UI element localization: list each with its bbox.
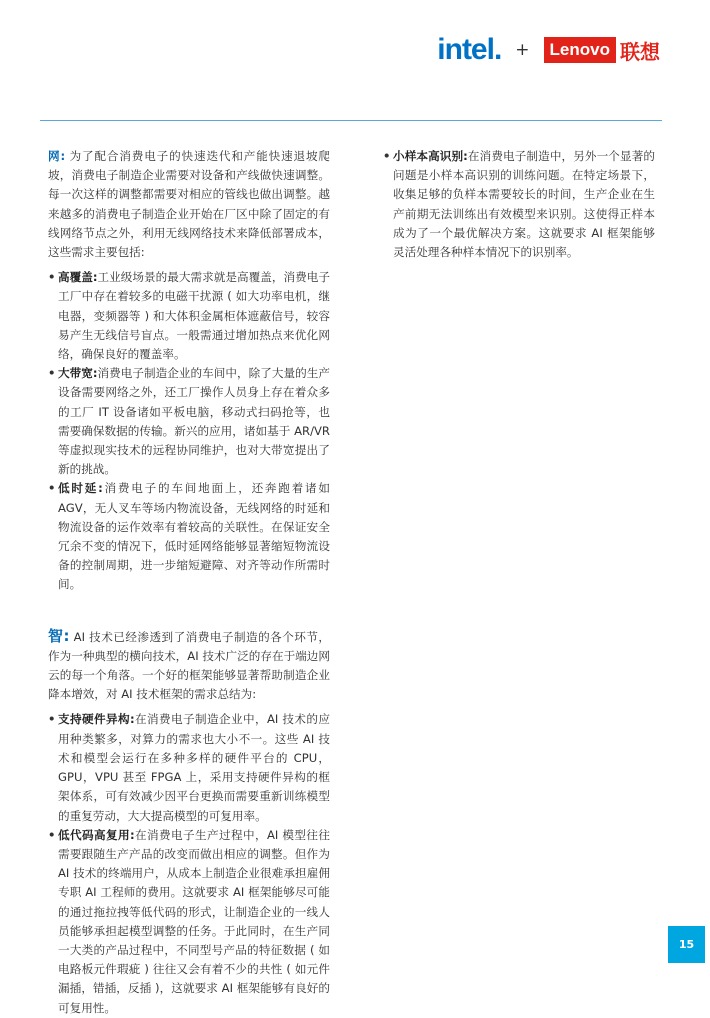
bullet-text: 在消费电子制造中，另外一个显著的问题是小样本高识别的训练问题。在特定场景下，收集足够的负样本需要较长的时间，生产企业在生产前期无法训练出有效模型来识别。这使得正样本成为了一个最优解决方案。这就要求 AI 框架能够灵活处理各种样本情况下的识别率。 [393, 149, 655, 260]
bullet-text: 消费电子制造企业的车间中，除了大量的生产设备需要网络之外，还工厂操作人员身上存在着众多的工厂 IT 设备诸如平板电脑，移动式扫码抢等，也需要确保数据的传输。新兴的应用，诸如基于 AR/VR 等虚拟现实技术的远程协同维护，也对大带宽提出了新的挑战。 [58, 366, 330, 477]
network-intro-paragraph [48, 147, 330, 262]
network-intro-text: 为了配合消费电子的快速迭代和产能快速退坡爬坡，消费电子制造企业需要对设备和产线做快速调整。每一次这样的调整都需要对相应的管线也做出调整。越来越多的消费电子制造企业开始在厂区中除了固定的有线网络节点之外，利用无线网络技术来降低部署成本，这些需求主要包括: [48, 149, 330, 260]
bullet-term: 低代码高复用: [58, 827, 135, 842]
bullet-small-sample-recognition [383, 147, 655, 262]
bullet-text: 在消费电子生产过程中，AI 模型往往需要跟随生产产品的改变而做出相应的调整。但作为 AI 技术的终端用户，从成本上制造企业很难承担雇佣专职 AI 工程师的费用。这就要求 AI 框架能够尽可能的通过拖拉拽等低代码的形式，让制造企业的一线人员能够承担起模型调整的任务。于此同时，在生产同一大类的产品过程中，不同型号产品的特征数据 ( 如电路板元件瑕疵 ) 往往又会有着不少的共性 ( 如元件漏插，错插，反插 )，这就要求 AI 框架能够有良好的可复用性。 [58, 827, 330, 1015]
bullet-term: 小样本高识别: [393, 149, 468, 163]
lenovo-logo [544, 36, 660, 65]
bullet-term: 高覆盖: [58, 270, 98, 285]
bullet-text: 消费电子的车间地面上，还奔跑着诸如 AGV，无人叉车等场内物流设备，无线网络的时延和物流设备的运作效率有着较高的关联性。在保证安全冗余不变的情况下，低时延网络能够显著缩短物流设备的控制周期，进一步缩短避障、对齐等动作所需时间。 [58, 481, 330, 592]
network-lead-label: 网: [48, 149, 66, 163]
bullet-text: 在消费电子制造企业中，AI 技术的应用种类繁多，对算力的需求也大小不一。这些 AI 技术和模型会运行在多种多样的硬件平台的 CPU，GPU，VPU 甚至 FPGA 上，采用支持硬件异构的框架体系，可有效减少因平台更换而需要重新训练模型的重复劳动，大大提高模型的可复用率。 [58, 712, 330, 823]
right-column [383, 147, 655, 262]
bullet-hardware-heterogeneity [48, 710, 330, 825]
header-divider [40, 120, 662, 121]
lenovo-logo-wordmark: Lenovo [544, 37, 616, 64]
plus-sign: + [515, 40, 530, 60]
lenovo-logo-chinese: 联想 [620, 39, 660, 64]
bullet-term: 支持硬件异构: [58, 712, 135, 727]
bullet-term: 低时延: [58, 481, 103, 496]
ai-intro-text: AI 技术已经渗透到了消费电子制造的各个环节，作为一种典型的横向技术，AI 技术广泛的存在于端边网云的每一个角落。一个好的框架能够显著帮助制造企业降本增效，对 AI 技术框架的需求总结为: [48, 629, 331, 702]
bullet-low-latency [48, 479, 330, 594]
intel-logo: intel. [437, 33, 502, 66]
bullet-high-bandwidth [48, 364, 330, 479]
spacer [48, 595, 330, 627]
left-column [48, 147, 330, 1018]
page-number-badge: 15 [668, 926, 705, 963]
bullet-high-coverage [48, 268, 330, 364]
bullet-term: 大带宽: [58, 366, 98, 381]
bullet-text: 工业级场景的最大需求就是高覆盖，消费电子工厂中存在着较多的电磁干扰源 ( 如大功率电机，继电器，变频器等 ) 和大体积金属柜体遮蔽信号，较容易产生无线信号盲点。一般需通过增加热点来优化网络，确保良好的覆盖率。 [58, 270, 330, 362]
ai-lead-label: 智: [48, 626, 70, 645]
bullet-low-code-reuse [48, 826, 330, 1018]
header-logos [437, 30, 660, 70]
ai-intro-paragraph [48, 627, 330, 705]
